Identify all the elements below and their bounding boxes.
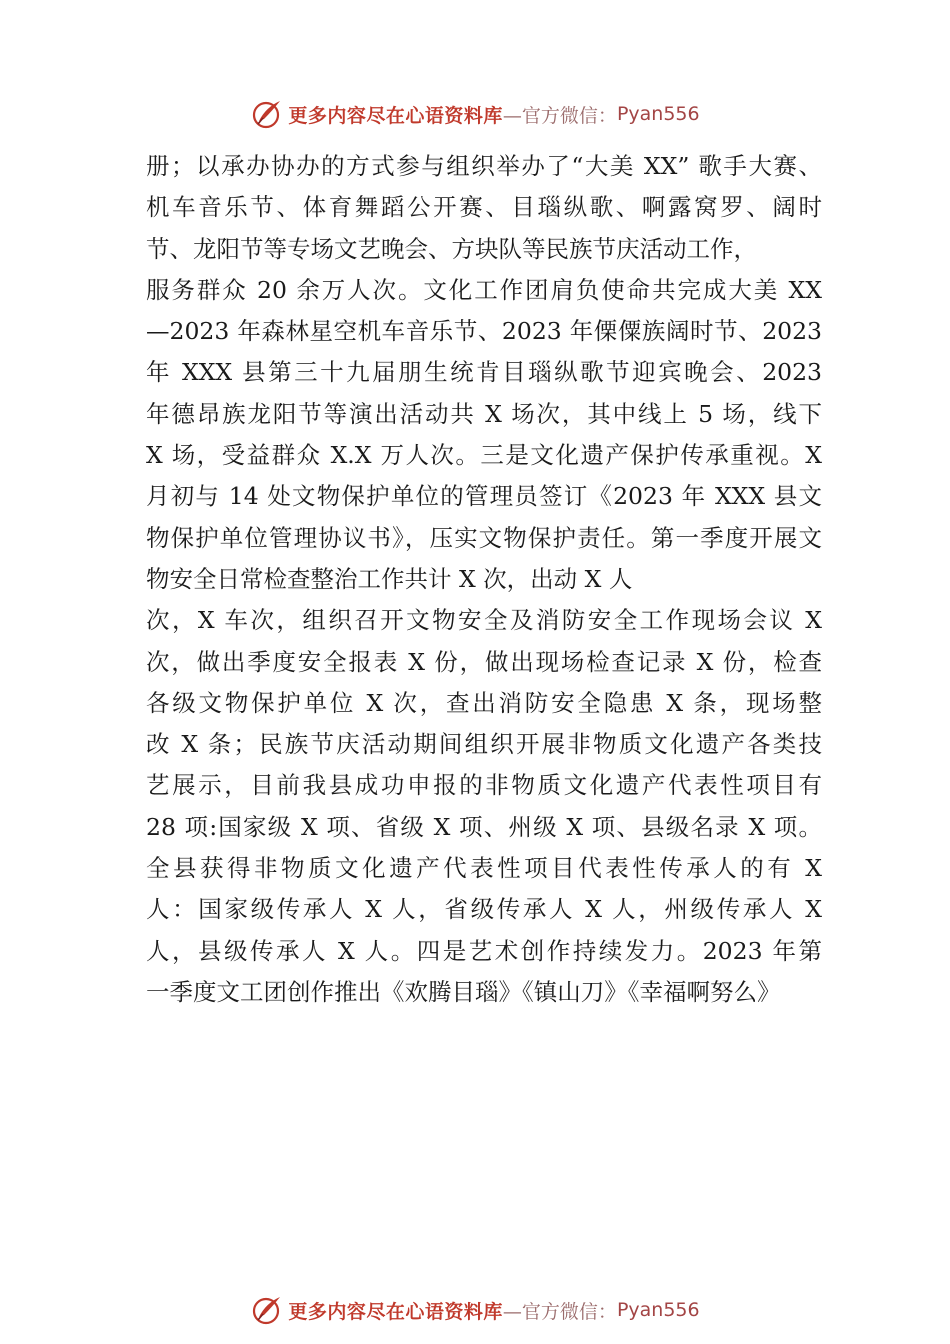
document-body — [146, 146, 822, 1013]
body-line: 次，X 车次，组织召开文物安全及消防安全工作现场会议 X — [146, 606, 822, 635]
body-line: 服务群众 20 余万人次。文化工作团肩负使命共完成大美 XX — [146, 275, 822, 304]
body-line: 各级文物保护单位 X 次，查出消防安全隐患 X 条，现场整 — [146, 688, 822, 717]
body-line: 一季度文工团创作推出《欢腾目瑙》《镇山刀》《幸福啊努么》 — [146, 977, 781, 1006]
body-line: 册；以承办协办的方式参与组织举办了“大美 XX” 歌手大赛、 — [146, 152, 822, 180]
body-line: 次，做出季度安全报表 X 份，做出现场检查记录 X 份，检查 — [146, 647, 822, 676]
body-line: 机车音乐节、体育舞蹈公开赛、目瑙纵歌、啊露窝罗、阔时 — [146, 193, 822, 222]
body-line: —2023 年森林星空机车音乐节、2023 年傈僳族阔时节、2023 — [146, 317, 822, 346]
body-line: 全县获得非物质文化遗产代表性项目代表性传承人的有 X — [146, 854, 822, 883]
header-banner — [0, 94, 950, 134]
body-line: 改 X 条；民族节庆活动期间组织开展非物质文化遗产各类技 — [146, 730, 822, 759]
body-line: 物安全日常检查整治工作共计 X 次，出动 X 人 — [146, 564, 633, 593]
body-line: 艺展示，目前我县成功申报的非物质文化遗产代表性项目有 — [146, 771, 822, 800]
body-line: 节、龙阳节等专场文艺晚会、方块队等民族节庆活动工作， — [146, 234, 757, 263]
body-line: 物保护单位管理协议书》，压实文物保护责任。第一季度开展文 — [146, 523, 822, 552]
quill-seal-icon — [250, 1293, 284, 1327]
footer-wechat-id: Pyan556 — [616, 1299, 700, 1321]
body-line: 年德昂族龙阳节等演出活动共 X 场次，其中线上 5 场，线下 — [146, 399, 822, 428]
footer-separator: —官方微信： — [502, 1300, 617, 1323]
body-line: 28 项:国家级 X 项、省级 X 项、州级 X 项、县级名录 X 项。 — [146, 812, 822, 841]
quill-seal-icon — [250, 97, 284, 131]
header-wechat-id: Pyan556 — [616, 103, 700, 125]
footer-banner — [0, 1290, 950, 1330]
body-line: X 场，受益群众 X.X 万人次。三是文化遗产保护传承重视。X — [146, 441, 822, 470]
header-separator: —官方微信： — [502, 104, 617, 127]
footer-brand-text: 更多内容尽在心语资料库 — [288, 1300, 503, 1323]
body-line: 年 XXX 县第三十九届朋生统肯目瑙纵歌节迎宾晚会、2023 — [146, 358, 822, 387]
body-line: 人：国家级传承人 X 人，省级传承人 X 人，州级传承人 X — [146, 895, 822, 924]
body-line: 人，县级传承人 X 人。四是艺术创作持续发力。2023 年第 — [146, 936, 822, 965]
body-line: 月初与 14 处文物保护单位的管理员签订《2023 年 XXX 县文 — [146, 482, 822, 511]
header-brand-text: 更多内容尽在心语资料库 — [288, 104, 503, 127]
